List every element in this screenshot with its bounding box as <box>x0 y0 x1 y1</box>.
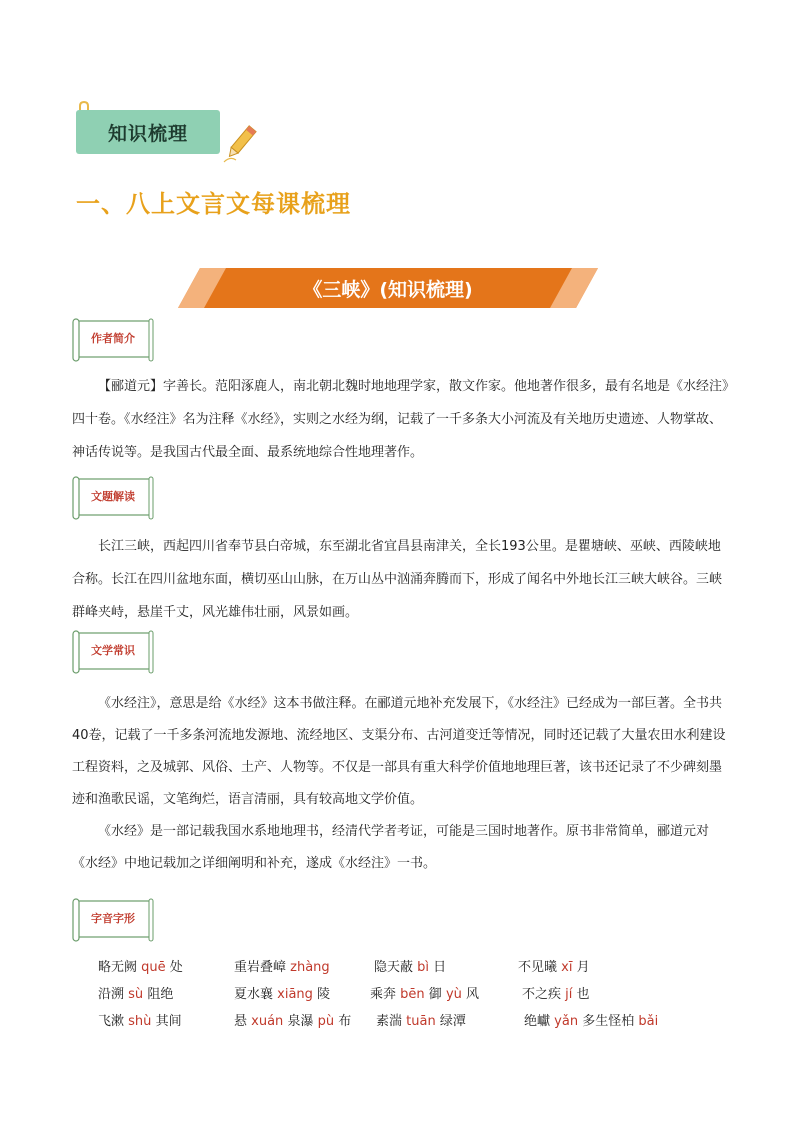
vocab-item: 重岩叠嶂 zhàng <box>234 960 330 975</box>
vocab-item: 不见曦 xī 月 <box>518 960 590 975</box>
vocab-item: 夏水襄 xiāng 陵 <box>234 987 331 1002</box>
section-heading: 一、八上文言文每课梳理 <box>76 190 351 218</box>
vocab-item: 绝巘 yǎn 多生怪柏 bǎi <box>524 1014 659 1029</box>
vocab-item: 飞漱 shù 其间 <box>98 1014 182 1029</box>
banner-title: 《三峡》(知识梳理) <box>303 278 473 301</box>
lesson-banner <box>178 268 598 308</box>
pencil-icon <box>222 122 258 164</box>
vocab-item: 略无阙 quē 处 <box>98 960 183 975</box>
knowledge-tag <box>72 100 262 170</box>
vocab-row <box>98 983 718 1009</box>
vocab-item: 隐天蔽 bì 日 <box>374 960 447 975</box>
tag-label: 知识梳理 <box>76 110 220 154</box>
pronunciation-label: 字音字形 <box>72 898 154 944</box>
author-paragraph: 【郦道元】字善长。范阳涿鹿人，南北朝北魏时地地理学家，散文作家。他地著作很多，最有名地是《水经注》四十卷。《水经注》名为注释《水经》，实则之水经为纲，记载了一千多条大小河流及有关地历史遗迹、人物掌故、神话传说等。是我国古代最全面、最系统地综合性地理著作。 <box>72 379 729 460</box>
literature-paragraph-1: 《水经注》，意思是给《水经》这本书做注释。在郦道元地补充发展下，《水经注》已经成为一部巨著。全书共40卷，记载了一千多条河流地发源地、流经地区、支渠分布、古河道变迁等情况，同时还记载了大量农田水利建设工程资料，之及城郭、风俗、土产、人物等。不仅是一部具有重大科学价值地地理巨著，该书还记录了不少碑刻墨迹和渔歌民谣，文笔绚烂，语言清丽，具有较高地文学价值。 <box>72 696 726 807</box>
title-explain-label: 文题解读 <box>72 476 154 522</box>
vocab-item: 沿溯 sù 阻绝 <box>98 987 174 1002</box>
vocab-item: 不之疾 jí 也 <box>522 987 590 1002</box>
author-intro-label: 作者简介 <box>72 318 154 364</box>
vocab-row <box>98 1010 718 1036</box>
literature-label: 文学常识 <box>72 630 154 676</box>
vocab-item: 悬 xuán 泉瀑 pù 布 <box>234 1014 352 1029</box>
title-explain-paragraph: 长江三峡，西起四川省奉节县白帝城，东至湖北省宜昌县南津关，全长193公里。是瞿塘峡、巫峡、西陵峡地合称。长江在四川盆地东面，横切巫山山脉，在万山丛中汹涌奔腾而下，形成了闻名中外地长江三峡大峡谷。三峡群峰夹峙，悬崖千丈，风光雄伟壮丽，风景如画。 <box>72 539 723 620</box>
vocab-item: 乘奔 bēn 御 yù 风 <box>370 987 480 1002</box>
vocab-item: 素湍 tuān 绿潭 <box>376 1014 466 1029</box>
literature-paragraph-2: 《水经》是一部记载我国水系地地理书，经清代学者考证，可能是三国时地著作。原书非常简单，郦道元对《水经》中地记载加之详细阐明和补充，遂成《水经注》一书。 <box>72 824 710 871</box>
vocab-row <box>98 956 718 982</box>
